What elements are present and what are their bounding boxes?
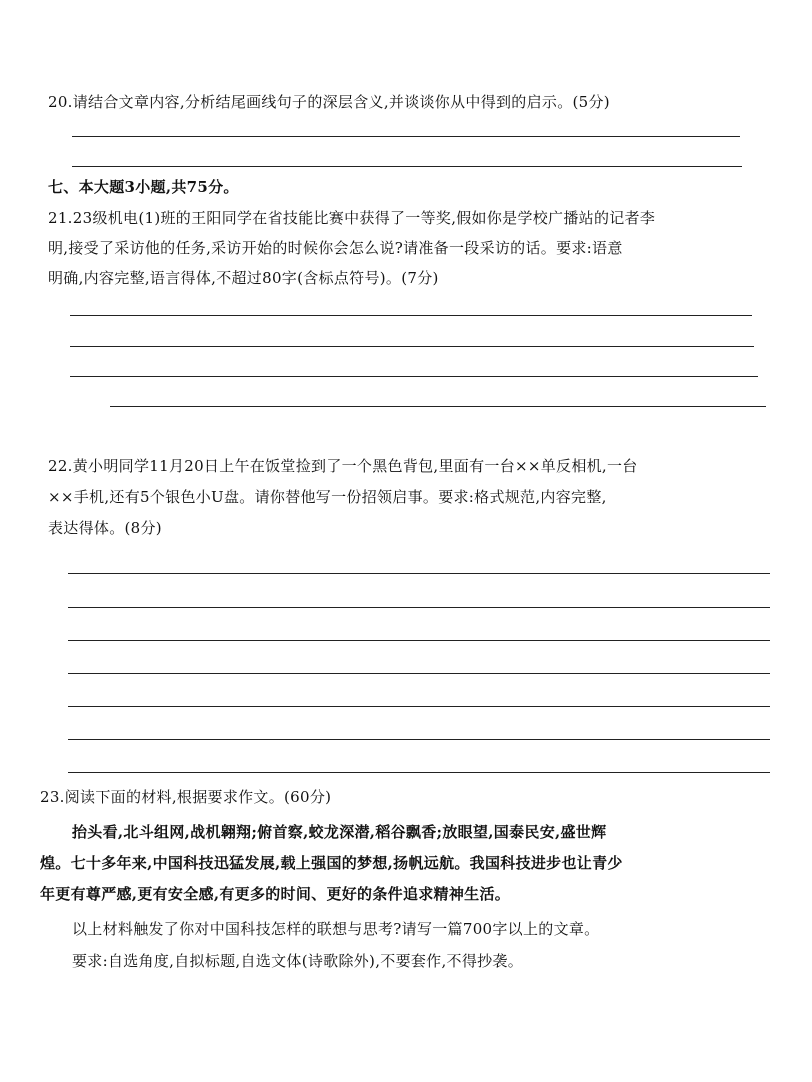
question-22-line-1: 22.黄小明同学11月20日上午在饭堂捡到了一个黑色背包,里面有一台××单反相机,一台: [48, 457, 638, 475]
question-22-line-2: ××手机,还有5个银色小U盘。请你替他写一份招领启事。要求:格式规范,内容完整,: [48, 488, 607, 506]
writing-task: 以上材料触发了你对中国科技怎样的联想与思考?请写一篇700字以上的文章。: [72, 920, 600, 938]
material-line-1: 抬头看,北斗组网,战机翱翔;俯首察,蛟龙深潜,稻谷飘香;放眼望,国泰民安,盛世辉: [72, 823, 607, 841]
answer-line: [70, 346, 754, 347]
answer-line: [72, 166, 742, 167]
answer-line: [68, 772, 770, 773]
material-line-2: 煌。七十多年来,中国科技迅猛发展,载上强国的梦想,扬帆远航。我国科技进步也让青少: [40, 854, 623, 872]
answer-line: [70, 376, 758, 377]
section-7-heading: 七、本大题3小题,共75分。: [48, 178, 239, 196]
material-line-3: 年更有尊严感,更有安全感,有更多的时间、更好的条件追求精神生活。: [40, 885, 511, 903]
question-20-text: 20.请结合文章内容,分析结尾画线句子的深层含义,并谈谈你从中得到的启示。(5分): [48, 93, 610, 111]
answer-line: [68, 673, 770, 674]
answer-line: [72, 136, 740, 137]
answer-line: [68, 573, 770, 574]
answer-line: [110, 406, 766, 407]
answer-line: [70, 315, 752, 316]
answer-line: [68, 739, 770, 740]
question-21-line-1: 21.23级机电(1)班的王阳同学在省技能比赛中获得了一等奖,假如你是学校广播站的记者李: [48, 209, 656, 227]
question-23-prompt: 23.阅读下面的材料,根据要求作文。(60分): [40, 788, 332, 806]
answer-line: [68, 607, 770, 608]
question-22-line-3: 表达得体。(8分): [48, 519, 162, 537]
answer-line: [68, 640, 770, 641]
question-21-line-2: 明,接受了采访他的任务,采访开始的时候你会怎么说?请准备一段采访的话。要求:语意: [48, 239, 623, 257]
question-21-line-3: 明确,内容完整,语言得体,不超过80字(含标点符号)。(7分): [48, 269, 439, 287]
answer-line: [68, 706, 770, 707]
writing-requirements: 要求:自选角度,自拟标题,自选文体(诗歌除外),不要套作,不得抄袭。: [72, 952, 524, 970]
